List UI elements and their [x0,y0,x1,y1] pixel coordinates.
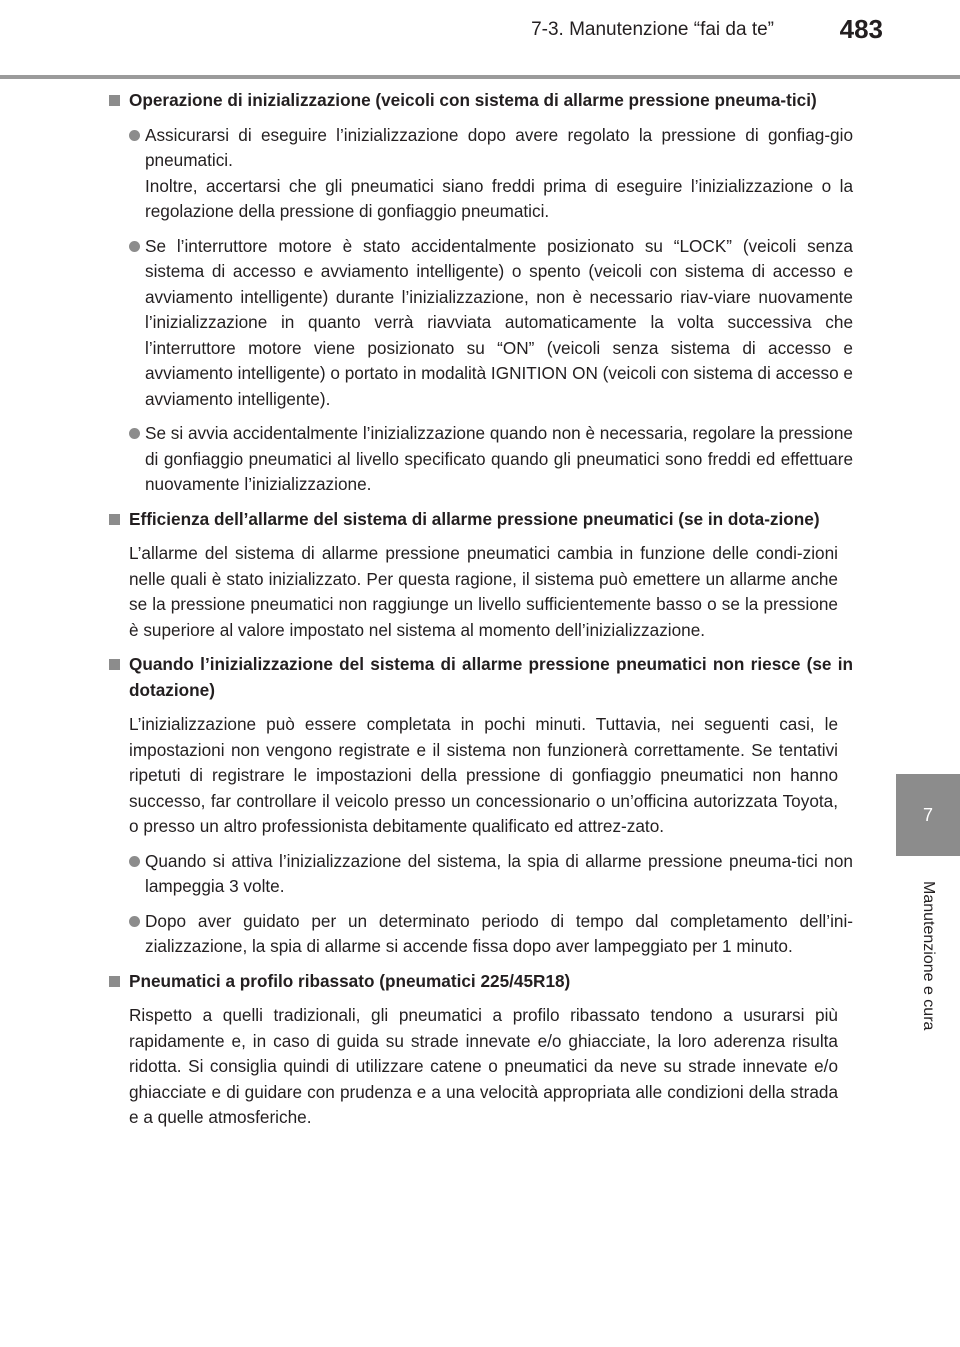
round-bullet-icon [129,241,140,252]
square-bullet-icon [109,976,120,987]
bullet-item: Se si avvia accidentalmente l’inizializzazione quando non è necessaria, regolare la pressione di gonfiaggio pneumatici al livello specificato quando gli pneumatici sono freddi ed effettuare nuovamente l’inizializzazione. [108,421,853,498]
square-bullet-icon [109,95,120,106]
section-paragraph: L’inizializzazione può essere completata in pochi minuti. Tuttavia, nei seguenti casi, le impostazioni non vengono registrate e il sistema non funzionerà correttamente. Se tentativi ripetuti di registrare le impostazioni della pressione di gonfiaggio pneumatici non hanno successo, far controllare il veicolo presso un concessionario o un’officina autorizzata Toyota, o presso un altro professionista debitamente qualificato ed attrez-zato. [129,714,838,836]
section-paragraph: L’allarme del sistema di allarme pressione pneumatici cambia in funzione delle condi-zioni nelle quali è stato inizializzato. Per questa ragione, il sistema può emettere un allarme anche se la pressione pneumatici non raggiunge un livello sufficientemente basso o se la pressione è superiore al valore impostato nel sistema al momento dell’inizializzazione. [129,543,838,640]
square-bullet-icon [109,514,120,525]
chapter-side-label [896,866,960,1046]
chapter-tab-number: 7 [922,804,933,825]
page-number: 483 [839,14,883,44]
page-content [108,88,853,1140]
header-rule [0,75,960,79]
section-paragraph: Rispetto a quelli tradizionali, gli pneumatici a profilo ribassato tendono a usurarsi più rapidamente e, in caso di guida su strade innevate e/o ghiacciate, la loro aderenza risulta ridotta. Si consiglia quindi di utilizzare catene o pneumatici da neve su strade innevate e/o ghiacciate e di guidare con prudenza e a una velocità appropriata alle condizioni della strada e a quelle atmosferiche. [129,1005,838,1127]
bullet-item: Se l’interruttore motore è stato accidentalmente posizionato su “LOCK” (veicoli senza sistema di accesso e avviamento intelligente) o spento (veicoli con sistema di accesso e avviamento intelligente) durante l’inizializzazione, non è necessario riav-viare nuovamente l’inizializzazione in quanto verrà riavviata automaticamente la volta successiva che l’interruttore motore viene posizionato su “ON” (veicoli senza sistema di accesso e avviamento intelligente) o portato in modalità IGNITION ON (veicoli con sistema di accesso e avviamento intelligente). [108,234,853,413]
section-heading: Pneumatici a profilo ribassato (pneumatici 225/45R18) [108,969,853,995]
square-bullet-icon [109,659,120,670]
section-heading: Operazione di inizializzazione (veicoli con sistema di allarme pressione pneuma-tici) [108,88,853,114]
section-heading: Quando l’inizializzazione del sistema di allarme pressione pneumatici non riesce (se in dotazione) [108,652,853,703]
chapter-side-label-text: Manutenzione e cura [920,881,937,1031]
round-bullet-icon [129,130,140,141]
section-heading: Efficienza dell’allarme del sistema di allarme pressione pneumatici (se in dota-zione) [108,507,853,533]
bullet-item: Quando si attiva l’inizializzazione del sistema, la spia di allarme pressione pneuma-tici non lampeggia 3 volte. [108,849,853,900]
round-bullet-icon [129,856,140,867]
bullet-item: Assicurarsi di eseguire l’inizializzazione dopo avere regolato la pressione di gonfiag-gio pneumatici. Inoltre, accertarsi che gli pneumatici siano freddi prima di eseguire l’inizializzazione o la regolazione della pressione di gonfiaggio pneumatici. [108,123,853,225]
chapter-title: 7-3. Manutenzione “fai da te” [531,19,774,40]
round-bullet-icon [129,428,140,439]
round-bullet-icon [129,916,140,927]
bullet-item: Dopo aver guidato per un determinato periodo di tempo dal completamento dell’ini-zializzazione, la spia di allarme si accende fissa dopo aver lampeggiato per 1 minuto. [108,909,853,960]
chapter-tab[interactable] [896,774,960,856]
